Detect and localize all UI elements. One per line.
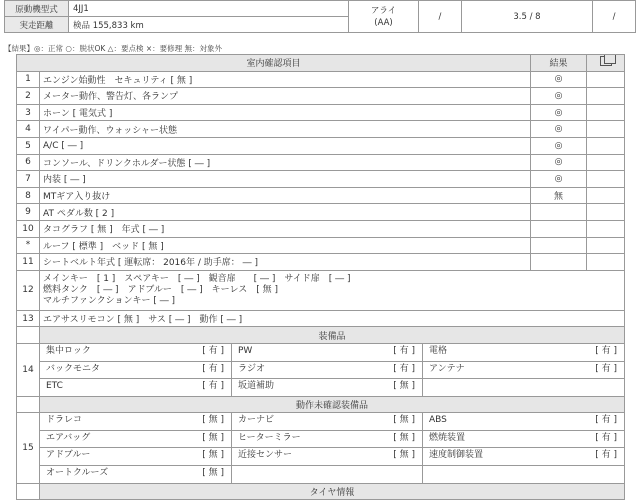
equipment-status: [ 無 ]	[393, 415, 415, 426]
check-item: シートベルト年式 [ 運転席： 2016年 / 助手席： ― ]	[40, 254, 531, 271]
unchecked-row	[17, 466, 625, 484]
equipment-status: [ 有 ]	[595, 450, 618, 461]
keys-line: マルチファンクションキー [ ― ]	[43, 295, 176, 306]
equipment-cell	[40, 413, 232, 431]
equipment-status: [ 有 ]	[202, 345, 224, 356]
check-extra	[587, 204, 625, 221]
equipment-cell	[232, 448, 423, 466]
engine-model-value: 4JJ1	[69, 1, 349, 17]
airsus-detail: エアサスリモコン [ 無 ] サス [ ― ] 動作 [ ― ]	[40, 310, 625, 327]
check-item: メーター動作、警告灯、各ランプ	[40, 88, 531, 105]
check-row	[17, 254, 625, 271]
equipment-name: ドラレコ	[46, 415, 83, 426]
equipment-cell	[423, 343, 625, 361]
check-item: ワイパー動作、ウォッシャー状態	[40, 121, 531, 138]
equipment-cell	[232, 343, 423, 361]
check-extra	[587, 220, 625, 237]
check-result	[531, 254, 587, 271]
section-header-unchecked: 動作未確認装備品	[40, 396, 625, 413]
equipment-name: 集中ロック	[46, 345, 91, 356]
equipment-status: [ 有 ]	[393, 345, 415, 356]
check-extra	[587, 171, 625, 188]
check-row	[17, 154, 625, 171]
check-row	[17, 88, 625, 105]
check-item: A/C [ ― ]	[40, 137, 531, 154]
equipment-name: アドブルー	[46, 450, 91, 461]
aa-value-c: /	[593, 1, 636, 33]
check-row	[17, 104, 625, 121]
equipment-name: 近接センサー	[238, 450, 293, 461]
check-number: 8	[17, 187, 40, 204]
check-extra	[587, 254, 625, 271]
equipment-cell	[232, 430, 423, 448]
equipment-cell	[40, 343, 232, 361]
equipment-cell	[232, 379, 423, 397]
check-item: MTギア入り抜け	[40, 187, 531, 204]
aa-value-b: 3.5 / 8	[461, 1, 592, 33]
check-number: 13	[17, 310, 40, 327]
equipment-name: カーナビ	[238, 415, 275, 426]
equipment-status: [ 無 ]	[393, 450, 415, 461]
check-item: 内装 [ ― ]	[40, 171, 531, 188]
check-item: コンソール、ドリンクホルダー状態 [ ― ]	[40, 154, 531, 171]
check-number: 3	[17, 104, 40, 121]
section-header-interior: 室内確認項目	[17, 55, 531, 72]
aa-value-a: /	[419, 1, 462, 33]
engine-model-label: 原動機型式	[5, 1, 69, 17]
equipment-name: エアバッグ	[46, 432, 91, 443]
check-extra	[587, 121, 625, 138]
equipment-name: バックモニタ	[46, 363, 101, 374]
section-number: 15	[17, 413, 40, 483]
result-legend: 【結果】◎：正常 ○：脱状OK △：要点検 ×：要修理 無：対象外	[4, 44, 222, 53]
equipment-status: [ 有 ]	[202, 381, 224, 392]
check-number: 12	[17, 270, 40, 310]
equipment-cell	[423, 466, 625, 484]
check-row	[17, 187, 625, 204]
keys-detail	[40, 270, 625, 310]
check-item: ホーン [ 電気式 ]	[40, 104, 531, 121]
check-extra	[587, 137, 625, 154]
equipment-name: ABS	[429, 415, 447, 426]
check-result: ◎	[531, 71, 587, 88]
check-number: 10	[17, 220, 40, 237]
equipment-name: 速度制御装置	[429, 450, 484, 461]
equipment-status: [ 有 ]	[595, 363, 618, 374]
equipment-status: [ 無 ]	[202, 450, 224, 461]
check-result: 無	[531, 187, 587, 204]
equipment-cell	[40, 361, 232, 379]
check-extra	[587, 104, 625, 121]
equipment-cell	[232, 361, 423, 379]
check-number: 9	[17, 204, 40, 221]
equipment-cell	[40, 448, 232, 466]
equipment-status: [ 有 ]	[393, 363, 415, 374]
check-row	[17, 237, 625, 254]
equipment-status: [ 無 ]	[202, 415, 224, 426]
check-result: ◎	[531, 137, 587, 154]
check-number: 6	[17, 154, 40, 171]
check-item: AT ペダル数 [ 2 ]	[40, 204, 531, 221]
check-number: 2	[17, 88, 40, 105]
section-header-tire: タイヤ情報	[40, 483, 625, 500]
equipment-status: [ 有 ]	[595, 415, 618, 426]
result-header: 結果	[531, 55, 587, 72]
keys-line: 燃料タンク [ ― ] アドブルー [ ― ] キーレス [ 無 ]	[43, 284, 278, 295]
equipment-cell	[423, 430, 625, 448]
equipment-cell	[40, 466, 232, 484]
equipment-status: [ 有 ]	[595, 432, 618, 443]
check-extra	[587, 237, 625, 254]
equipment-cell	[232, 413, 423, 431]
equipment-status: [ 無 ]	[393, 381, 415, 392]
equipment-status: [ 無 ]	[202, 432, 224, 443]
inspection-table	[16, 54, 625, 500]
equipment-cell	[423, 448, 625, 466]
check-row	[17, 204, 625, 221]
equipment-name: ETC	[46, 381, 63, 392]
check-item: エンジン始動性 セキュリティ [ 無 ]	[40, 71, 531, 88]
check-result: ◎	[531, 171, 587, 188]
check-result: ◎	[531, 121, 587, 138]
check-row	[17, 137, 625, 154]
equipment-name: 燃焼装置	[429, 432, 466, 443]
airsus-row	[17, 310, 625, 327]
equipment-cell	[423, 413, 625, 431]
equipment-row	[17, 343, 625, 361]
equipment-status: [ 無 ]	[202, 468, 224, 479]
equipment-status: [ 無 ]	[393, 432, 415, 443]
check-row	[17, 171, 625, 188]
equipment-status: [ 有 ]	[202, 363, 224, 374]
check-result: ◎	[531, 154, 587, 171]
check-item: ルーフ [ 標準 ] ベッド [ 無 ]	[40, 237, 531, 254]
unchecked-row	[17, 448, 625, 466]
unchecked-row	[17, 413, 625, 431]
copy-icon[interactable]	[587, 55, 625, 72]
check-row	[17, 220, 625, 237]
keys-line: メインキー [ 1 ] スペアキー [ ― ] 観音扉 [ ― ] サイド扉 [ ― ]	[43, 273, 351, 284]
check-number: 1	[17, 71, 40, 88]
equipment-name: 坂道補助	[238, 381, 275, 392]
check-number: 11	[17, 254, 40, 271]
check-result	[531, 204, 587, 221]
equipment-cell	[40, 430, 232, 448]
equipment-name: アンテナ	[429, 363, 465, 374]
check-row	[17, 121, 625, 138]
equipment-cell	[232, 466, 423, 484]
check-item: タコグラフ [ 無 ] 年式 [ ― ]	[40, 220, 531, 237]
check-number: 4	[17, 121, 40, 138]
check-extra	[587, 154, 625, 171]
equipment-row	[17, 379, 625, 397]
mileage-label: 実走距離	[5, 17, 69, 33]
check-number: *	[17, 237, 40, 254]
keys-row	[17, 270, 625, 310]
check-number: 5	[17, 137, 40, 154]
equipment-name: 電格	[429, 345, 448, 356]
aa-label: アライ (AA)	[349, 1, 419, 33]
check-extra	[587, 71, 625, 88]
check-result	[531, 237, 587, 254]
equipment-status: [ 有 ]	[595, 345, 618, 356]
section-number: 14	[17, 343, 40, 396]
check-extra	[587, 187, 625, 204]
equipment-cell	[40, 379, 232, 397]
section-header-equipment: 装備品	[40, 327, 625, 344]
equipment-cell	[423, 379, 625, 397]
check-extra	[587, 88, 625, 105]
equipment-row	[17, 361, 625, 379]
check-row	[17, 71, 625, 88]
mileage-value: 検品 155,833 km	[69, 17, 349, 33]
check-result: ◎	[531, 88, 587, 105]
check-result	[531, 220, 587, 237]
vehicle-info	[4, 0, 636, 32]
check-result: ◎	[531, 104, 587, 121]
check-number: 7	[17, 171, 40, 188]
unchecked-row	[17, 430, 625, 448]
equipment-name: オートクルーズ	[46, 468, 109, 479]
equipment-cell	[423, 361, 625, 379]
equipment-name: PW	[238, 345, 253, 356]
equipment-name: ヒーターミラー	[238, 432, 301, 443]
equipment-name: ラジオ	[238, 363, 266, 374]
